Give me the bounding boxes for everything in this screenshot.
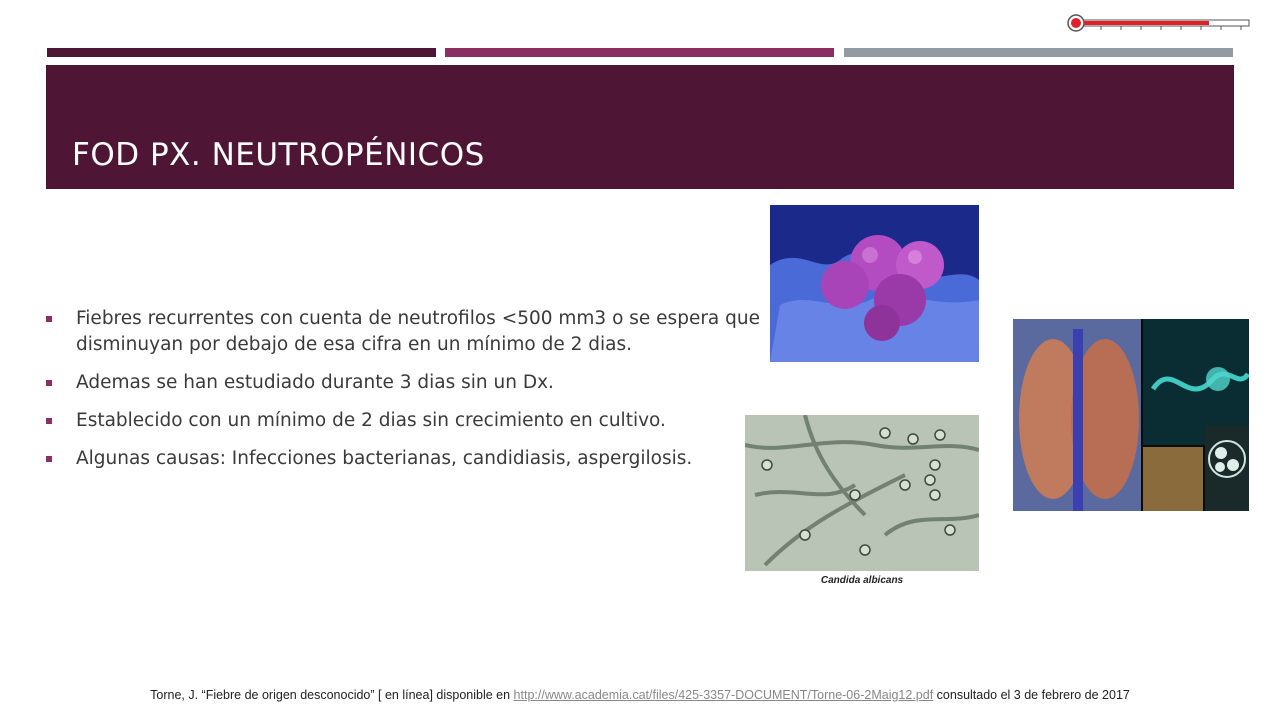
thermometer-logo-icon: [1066, 13, 1256, 33]
micrograph-cocci-image: [770, 205, 979, 362]
bullet-list: [46, 306, 766, 484]
bullet-text: Fiebres recurrentes con cuenta de neutrofilos <500 mm3 o se espera que disminuyan por debajo de esa cifra en un mínimo de 2 dias.: [76, 308, 760, 355]
title-banner: [46, 65, 1234, 189]
bullet-square-icon: [46, 316, 52, 322]
page-title: FOD PX. NEUTROPÉNICOS: [72, 137, 485, 173]
bullet-square-icon: [46, 418, 52, 424]
list-item: [46, 306, 766, 358]
citation-link[interactable]: http://www.academia.cat/files/425-3357-DOCUMENT/Torne-06-2Maig12.pdf: [513, 688, 934, 702]
list-item: [46, 408, 766, 434]
citation-suffix: consultado el 3 de febrero de 2017: [933, 688, 1130, 702]
decor-bar-magenta: [445, 48, 834, 57]
bullet-square-icon: [46, 380, 52, 386]
bullet-text: Establecido con un mínimo de 2 dias sin crecimiento en cultivo.: [76, 410, 666, 431]
bullet-text: Algunas causas: Infecciones bacterianas, candidiasis, aspergilosis.: [76, 448, 693, 469]
decor-bar-gray: [844, 48, 1233, 57]
decor-bar-dark: [47, 48, 436, 57]
bullet-square-icon: [46, 456, 52, 462]
list-item: [46, 370, 766, 396]
aspergillosis-composite-image: [1013, 319, 1249, 511]
bullet-text: Ademas se han estudiado durante 3 dias sin un Dx.: [76, 372, 554, 393]
candida-micrograph-image: [745, 415, 979, 571]
image-caption: Candida albicans: [820, 575, 904, 586]
citation-prefix: Torne, J. “Fiebre de origen desconocido” [ en línea] disponible en: [150, 688, 514, 702]
citation-footer: [0, 688, 1280, 702]
list-item: [46, 446, 766, 472]
